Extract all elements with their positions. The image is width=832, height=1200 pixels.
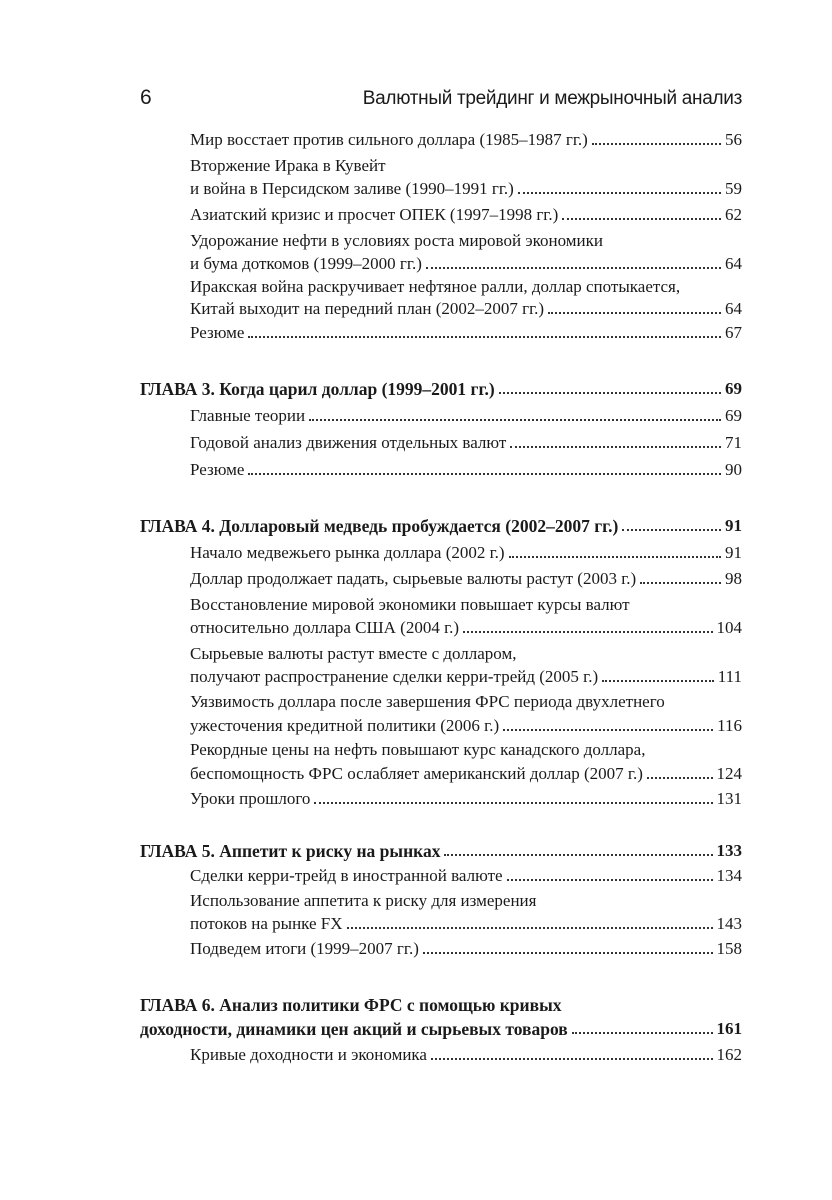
leader-dots — [248, 473, 721, 475]
toc-entry-line — [0, 642, 832, 666]
toc-page-number: 59 — [725, 179, 742, 198]
toc-entry-line — [0, 431, 832, 455]
toc-entry-title: Сделки керри-трейд в иностранной валюте — [190, 866, 503, 885]
toc-entry-title: Уроки прошлого — [190, 789, 311, 808]
running-head: Валютный трейдинг и межрыночный анализ — [362, 88, 742, 109]
toc-entry-line — [0, 458, 832, 482]
leader-dots — [309, 419, 721, 421]
toc-page-number: 131 — [716, 789, 742, 808]
toc-page-number: 161 — [716, 1019, 742, 1038]
toc-entry-title: Мир восстает против сильного доллара (1985–1987 гг.) — [190, 130, 588, 149]
toc-entry-line — [0, 128, 832, 152]
leader-dots — [572, 1032, 713, 1034]
leader-dots — [503, 729, 713, 731]
toc-entry-line — [0, 593, 832, 617]
toc-chapter-line — [0, 514, 832, 538]
toc-entry-line — [0, 714, 832, 738]
leader-dots — [444, 854, 712, 856]
toc-entry-title: Азиатский кризис и просчет ОПЕК (1997–1998 гг.) — [190, 205, 559, 224]
toc-entry-line — [0, 690, 832, 714]
leader-dots — [622, 529, 721, 531]
toc-page-number: 134 — [716, 866, 742, 885]
toc-entry-title: Рекордные цены на нефть повышают курс канадского доллара, — [190, 740, 646, 759]
toc-chapter-line — [0, 993, 832, 1017]
toc-page-number: 71 — [725, 433, 742, 452]
toc-entry-line — [0, 912, 832, 936]
page-number: 6 — [140, 86, 152, 109]
leader-dots — [602, 680, 714, 682]
toc-page-number: 62 — [725, 205, 742, 224]
toc-entry-title: доходности, динамики цен акций и сырьевых товаров — [140, 1019, 568, 1039]
toc-entry-line — [0, 616, 832, 640]
toc-entry-title: ГЛАВА 5. Аппетит к риску на рынках — [140, 841, 441, 861]
toc-page-number: 64 — [725, 254, 742, 273]
toc-entry-title: ГЛАВА 4. Долларовый медведь пробуждается (2002–2007 гг.) — [140, 516, 619, 536]
toc-entry-title: Доллар продолжает падать, сырьевые валюты растут (2003 г.) — [190, 569, 637, 588]
toc-entry-line — [0, 567, 832, 591]
toc-page-number: 104 — [716, 618, 742, 637]
toc-entry-title: и бума доткомов (1999–2000 гг.) — [190, 254, 422, 273]
toc-entry-title: Китай выходит на передний план (2002–2007 гг.) — [190, 299, 545, 318]
toc-entry-line — [0, 404, 832, 428]
toc-entry-line — [0, 1043, 832, 1067]
leader-dots — [431, 1058, 713, 1060]
toc-page-number: 64 — [725, 299, 742, 318]
leader-dots — [507, 879, 713, 881]
toc-entry-line — [0, 665, 832, 689]
toc-page-number: 133 — [716, 841, 742, 860]
toc-entry-title: Иракская война раскручивает нефтяное ралли, доллар спотыкается, — [190, 277, 681, 296]
toc-entry-title: относительно доллара США (2004 г.) — [190, 618, 460, 637]
toc-entry-title: Главные теории — [190, 406, 306, 425]
toc-entry-title: Годовой анализ движения отдельных валют — [190, 433, 507, 452]
toc-page-number: 67 — [725, 323, 742, 342]
toc-page-number: 56 — [725, 130, 742, 149]
toc-entry-title: Резюме — [190, 460, 245, 479]
toc-entry-line — [0, 321, 832, 345]
leader-dots — [510, 446, 721, 448]
toc-page-number: 124 — [716, 764, 742, 783]
leader-dots — [640, 582, 721, 584]
toc-entry-title: Кривые доходности и экономика — [190, 1045, 427, 1064]
toc-entry-line — [0, 203, 832, 227]
toc-entry-title: Удорожание нефти в условиях роста мировой экономики — [190, 231, 603, 250]
toc-entry-line — [0, 154, 832, 178]
toc-page-number: 158 — [716, 939, 742, 958]
toc-entry-line — [0, 864, 832, 888]
toc-chapter-line — [0, 377, 832, 401]
toc-page-number: 69 — [725, 379, 742, 398]
toc-entry-title: ГЛАВА 6. Анализ политики ФРС с помощью кривых — [140, 995, 562, 1015]
leader-dots — [248, 336, 721, 338]
leader-dots — [509, 556, 721, 558]
toc-page-number: 143 — [716, 914, 742, 933]
toc-entry-title: ужесточения кредитной политики (2006 г.) — [190, 716, 500, 735]
leader-dots — [347, 927, 713, 929]
leader-dots — [423, 952, 713, 954]
leader-dots — [314, 802, 712, 804]
toc-entry-title: Подведем итоги (1999–2007 гг.) — [190, 939, 419, 958]
toc-page-number: 69 — [725, 406, 742, 425]
leader-dots — [647, 777, 713, 779]
leader-dots — [548, 312, 721, 314]
toc-chapter-line — [0, 839, 832, 863]
toc-chapter-line — [0, 1017, 832, 1041]
toc-entry-line — [0, 889, 832, 913]
toc-entry-title: Восстановление мировой экономики повышает курсы валют — [190, 595, 630, 614]
leader-dots — [426, 267, 721, 269]
toc-entry-line — [0, 937, 832, 961]
toc-entry-line — [0, 297, 832, 321]
toc-entry-title: Вторжение Ирака в Кувейт — [190, 156, 386, 175]
toc-entry-title: Использование аппетита к риску для измерения — [190, 891, 537, 910]
toc-entry-title: и война в Персидском заливе (1990–1991 гг.) — [190, 179, 514, 198]
toc-entry-line — [0, 252, 832, 276]
toc-entry-title: беспомощность ФРС ослабляет американский доллар (2007 г.) — [190, 764, 643, 783]
leader-dots — [499, 392, 721, 394]
leader-dots — [463, 631, 712, 633]
toc-entry-title: потоков на рынке FX — [190, 914, 343, 933]
toc-page-number: 116 — [717, 716, 742, 735]
toc-entry-title: Сырьевые валюты растут вместе с долларом, — [190, 644, 517, 663]
toc-page-number: 91 — [725, 543, 742, 562]
leader-dots — [592, 143, 721, 145]
toc-entry-line — [0, 229, 832, 253]
toc-entry-line — [0, 787, 832, 811]
toc-entry-title: ГЛАВА 3. Когда царил доллар (1999–2001 гг.) — [140, 379, 495, 399]
leader-dots — [518, 192, 721, 194]
leader-dots — [562, 218, 721, 220]
toc-page-number: 90 — [725, 460, 742, 479]
toc-entry-title: Резюме — [190, 323, 245, 342]
toc-page-number: 111 — [717, 667, 742, 686]
toc-entry-line — [0, 177, 832, 201]
toc-entry-title: получают распространение сделки керри-трейд (2005 г.) — [190, 667, 599, 686]
toc-entry-title: Начало медвежьего рынка доллара (2002 г.) — [190, 543, 505, 562]
toc-entry-title: Уязвимость доллара после завершения ФРС периода двухлетнего — [190, 692, 665, 711]
toc-entry-line — [0, 762, 832, 786]
toc-entry-line — [0, 738, 832, 762]
toc-entry-line — [0, 275, 832, 299]
toc-page-number: 91 — [725, 516, 742, 535]
toc-entry-line — [0, 541, 832, 565]
toc-page-number: 98 — [725, 569, 742, 588]
toc-page-number: 162 — [716, 1045, 742, 1064]
